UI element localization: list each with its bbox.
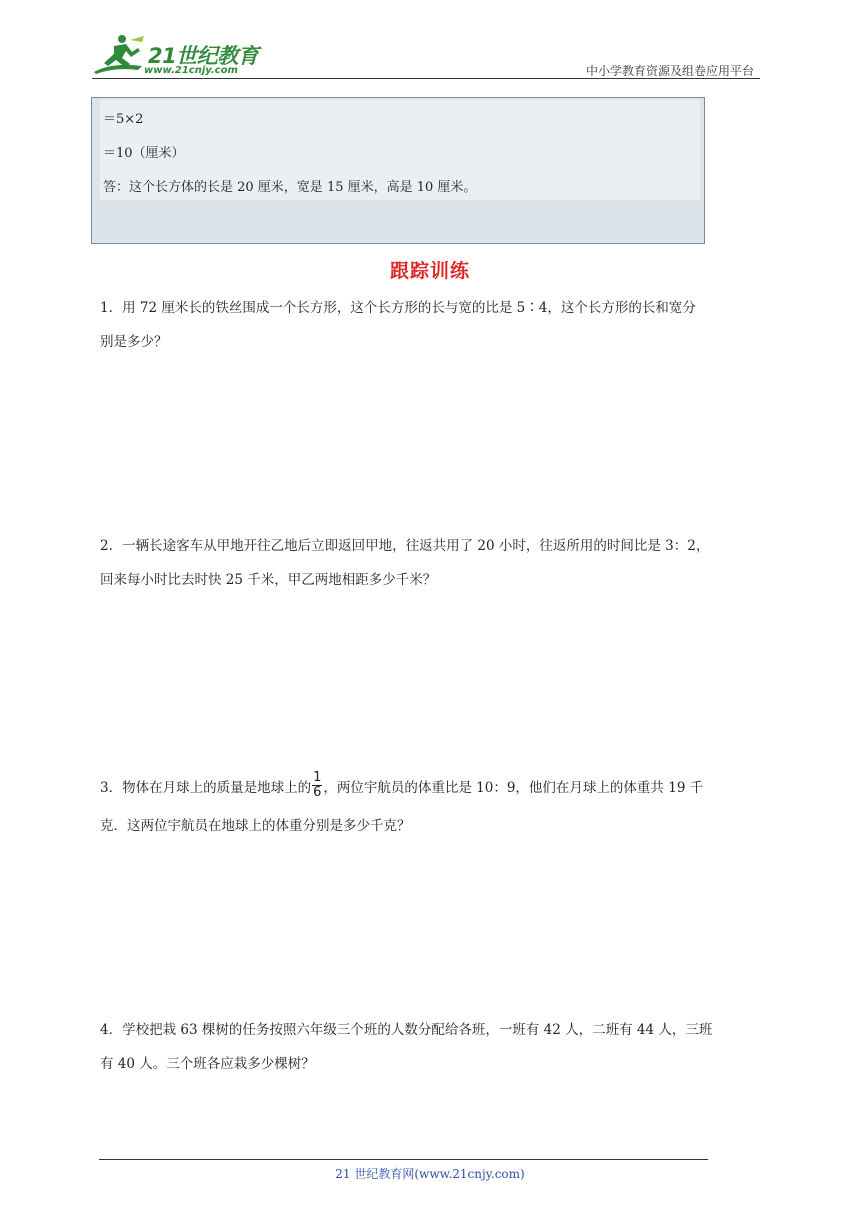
question-3 (100, 772, 762, 842)
question-text: 克．这两位宇航员在地球上的体重分别是多少千克？ (100, 818, 411, 834)
question-4 (100, 1014, 762, 1080)
answer-content (100, 100, 700, 200)
logo-text: 21世纪教育 (148, 44, 259, 68)
question-text: 有 40 人。三个班各应栽多少棵树？ (100, 1056, 315, 1072)
question-text: 2．一辆长途客车从甲地开往乙地后立即返回甲地，往返共用了 20 小时，往返所用的时间比是 3：2， (100, 538, 710, 554)
platform-name: 中小学教育资源及组卷应用平台 (585, 64, 754, 78)
answer-box (91, 97, 705, 244)
page-header (92, 28, 760, 78)
fraction-denominator: 6 (313, 785, 322, 800)
question-text: 别是多少？ (100, 334, 168, 350)
header-divider (92, 78, 760, 79)
logo-url: www.21cnjy.com (144, 65, 238, 76)
section-title: 跟踪训练 (389, 260, 470, 282)
logo (92, 32, 262, 78)
question-text: 1．用 72 厘米长的铁丝围成一个长方形，这个长方形的长与宽的比是 5∶4，这个长方形的长和宽分 (100, 300, 696, 316)
question-text: 4．学校把栽 63 棵树的任务按照六年级三个班的人数分配给各班，一班有 42 人，二班有 44 人，三班 (100, 1022, 713, 1038)
runner-logo-icon (92, 32, 148, 78)
fraction-numerator: 1 (313, 770, 322, 785)
answer-line: ＝10（厘米） (103, 146, 185, 161)
question-text: 3．物体在月球上的质量是地球上的 (100, 780, 312, 796)
question-2 (100, 530, 762, 596)
answer-line: ＝5×2 (103, 112, 144, 127)
footer-divider (99, 1159, 708, 1160)
fraction (312, 771, 322, 800)
footer-source: 21 世纪教育网(www.21cnjy.com) (335, 1167, 525, 1181)
question-text: ，两位宇航员的体重比是 10：9，他们在月球上的体重共 19 千 (323, 780, 704, 796)
answer-line: 答：这个长方体的长是 20 厘米，宽是 15 厘米，高是 10 厘米。 (103, 180, 477, 195)
question-1 (100, 292, 762, 358)
question-text-line (100, 772, 762, 804)
question-text: 回来每小时比去时快 25 千米，甲乙两地相距多少千米？ (100, 572, 437, 588)
